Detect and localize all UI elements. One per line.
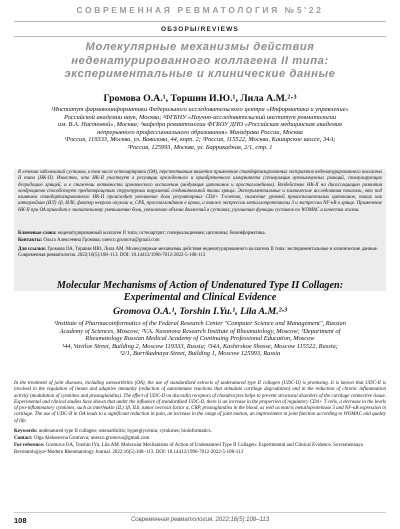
page-footer	[14, 516, 386, 526]
page-number: 108	[14, 516, 27, 525]
section-rule	[14, 36, 386, 37]
affiliation-line: непрерывного профессионального образования» Минздрава России, Москва	[97, 128, 303, 136]
affiliation-line: ¹Institute of Pharmacoinformatics of the Federal Research Center "Computer Science and Management", Russian	[54, 320, 346, 327]
footer-rule	[14, 512, 386, 513]
title-en-line: Molecular Mechanisms of Action of Undenatured Type II Collagen:	[56, 280, 344, 291]
keywords-en-label: Keywords:	[14, 429, 38, 434]
affiliation-line: ¹Институт фармакоинформатики Федерального исследовательского центра «Информатика и управление»	[51, 106, 349, 113]
meta-en	[14, 429, 386, 457]
authors-ru: Громова О.А.¹, Торшин И.Ю.¹, Лила А.М.²·³	[103, 93, 297, 104]
affiliation-line: Academy of Sciences, Moscow; ²V.A. Nasonova Research Institute of Rheumatology, Moscow; ³Department of	[59, 327, 341, 335]
affiliation-line: ³Россия, 125993, Москва, ул. Баррикадная, 2/1, стр. 1	[127, 143, 273, 151]
citation-ru-text: Громова ОА, Торшин ИЮ, Лила АМ. Молекулярные механизмы действия неденатурированного коллагена II типа: экспериментальные и клинические данные. Современная ревматология. 2022;16(5):108–113. DOI: 10.14412/1996-7012-2022-5-108-113	[18, 247, 379, 258]
footer-citation: Современная ревматология. 2022;16(5):108–113	[130, 517, 270, 523]
authors-en: Gromova O.A.¹, Torshin I.Yu.¹, Lila A.M.²·³	[113, 306, 287, 317]
contact-en-text: Olga Alekseevna Gromova; unesco.gromova@gmail.com	[33, 436, 150, 442]
keywords-ru	[18, 231, 382, 237]
contacts-ru	[18, 238, 382, 244]
affiliation-line: ³2/1, Barrikadnaya Street, Building 1, Moscow 125993, Russia	[119, 350, 281, 358]
header-rule	[14, 21, 386, 22]
contacts-ru-text: Ольга Алексеевна Громова; unesco.gromova@gmail.com	[43, 238, 160, 243]
article-title-en	[14, 280, 386, 304]
reference-en-text: Gromova OA, Torshin IYu, Lila AM. Molecular Mechanisms of Action of Undenatured Type II Collagen: Experimental and Clinical Evidence. Sovremennaya Revmatologiya=Modern Rheumatology Journal. 2022;16(5):108–113. DOI: 10.14412/1996-7012-2022-5-108-113	[14, 443, 363, 455]
reference-en	[14, 443, 386, 455]
contact-en	[14, 436, 386, 442]
contacts-ru-label: Контакты:	[18, 238, 43, 243]
affiliations-en	[14, 320, 386, 358]
abstract-ru: В лечении заболеваний суставов, в том числе остеоартрита (ОА), перспективным является применение стандартизированных экстрактов неденатурированного коллагена II типа (НК-II). Известно, что НК-II участвует в регуляции врожденного и приобретенного иммунитета (стимуляция аутоиммунных реакций, стимулирующих деградацию хрящей, и в снижении активности хронического воспаления (модуляция цитокинов и простагландинов). Воздействие НК-II на дисассоциацию развития хондроцитов способствует предотвращению структурных нарушений соединительной ткани хряща. Экспериментальные и клинические исследования показали, что под влиянием стандартизированного НК-II происходит увеличение доли регуляторных CD4+ Т-клеток, снижение уровней провоспалительных цитокинов, таких как интерлейкин (ИЛ) 1β, ИЛ6, фактор некроза опухоли α, СРБ, простагландинов в крови, а также экспрессии металлопротеиназы 3 и экспрессии NF-κB в хряще. Применение НК-II при ОА приводит к значительному уменьшению боли, увеличению объема движений в суставах, улучшению функции суставов по WOMAC и качества жизни.	[18, 170, 382, 213]
affiliation-line: им. В.А. Насоновой», Москва; ³кафедра ревматологии ФГБОУ ДПО «Российская медицинская академия	[58, 121, 342, 129]
keywords-ru-text: неденатурированный коллаген II типа; остеоартрит; гиперкальциемия; цитокины; биоинформатика.	[57, 231, 266, 236]
affiliation-line: Российской академии наук, Москва; ²ФГБНУ «Научно-исследовательский институт ревматологии	[63, 113, 337, 121]
affiliation-line: ¹Россия, 119333, Москва, ул. Вавилова, 44, корп. 2; ²Россия, 115522, Москва, Каширское шоссе, 34А;	[64, 136, 336, 144]
title-en-line: Experimental and Clinical Evidence	[123, 292, 277, 303]
affiliations-ru	[14, 106, 386, 152]
citation-ru	[18, 247, 382, 259]
article-title-ru: Молекулярные механизмы действия неденатурированного коллагена II типа: экспериментальные и клинические данные	[64, 41, 336, 80]
affiliation-line: ¹44, Vavilov Street, Building 2, Moscow 119333, Russia; ²34A, Kashirskoe Shosse, Moscow 115522, Russia;	[62, 342, 338, 350]
keywords-en-text: undenatured type II collagen; osteoarthritis; hyperglycemia; cytokines; bioinformatics.	[38, 429, 212, 434]
citation-ru-label: Для ссылки:	[18, 247, 47, 252]
journal-header	[0, 0, 400, 20]
keywords-en	[14, 429, 386, 435]
journal-title: СОВРЕМЕННАЯ РЕВМАТОЛОГИЯ №5'22	[76, 5, 324, 15]
reference-en-label: For reference:	[14, 443, 45, 449]
abstract-en: In the treatment of joint diseases, including osteoarthritis (OA), the use of standardized extracts of undenatured type II collagen (UDC-II) is promising. It is known that UDC-II is involved in the regulation of innate and adaptive immunity (reduction of autoimmune reactions that stimulate cartilage degradation) and in the reduction of chronic inflammation activity (modulation of cytokines and prostaglandins). The effect of UDC-II on discoidin receptors of chondrocytes helps to prevent structural disorders of the cartilage connective tissue. Experimental and clinical studies have shown that under the influence of standardized UDC-II, there is an increase in the proportion of regulatory CD4+ T cells, a decrease in the levels of pro-inflammatory cytokines, such as interleukin (IL) 1β, IL6, tumor necrosis factor α, CRP, prostaglandins in the blood, as well as matrix metalloproteinase 3 and NF-κB expression in cartilage. The use of UDC-II in OA leads to a significant reduction in pain, an increase in the range of joint motion, an improvement in joint function according to WOMAC and quality of life.	[14, 381, 386, 424]
keywords-ru-label: Ключевые слова:	[18, 231, 57, 236]
contact-en-label: Contact:	[14, 436, 33, 442]
affiliation-line: Rheumatology Russian Medical Academy of Continuing Professional Education, Moscow	[85, 335, 315, 343]
section-tag: ОБЗОРЫ/REVIEWS	[161, 26, 239, 33]
